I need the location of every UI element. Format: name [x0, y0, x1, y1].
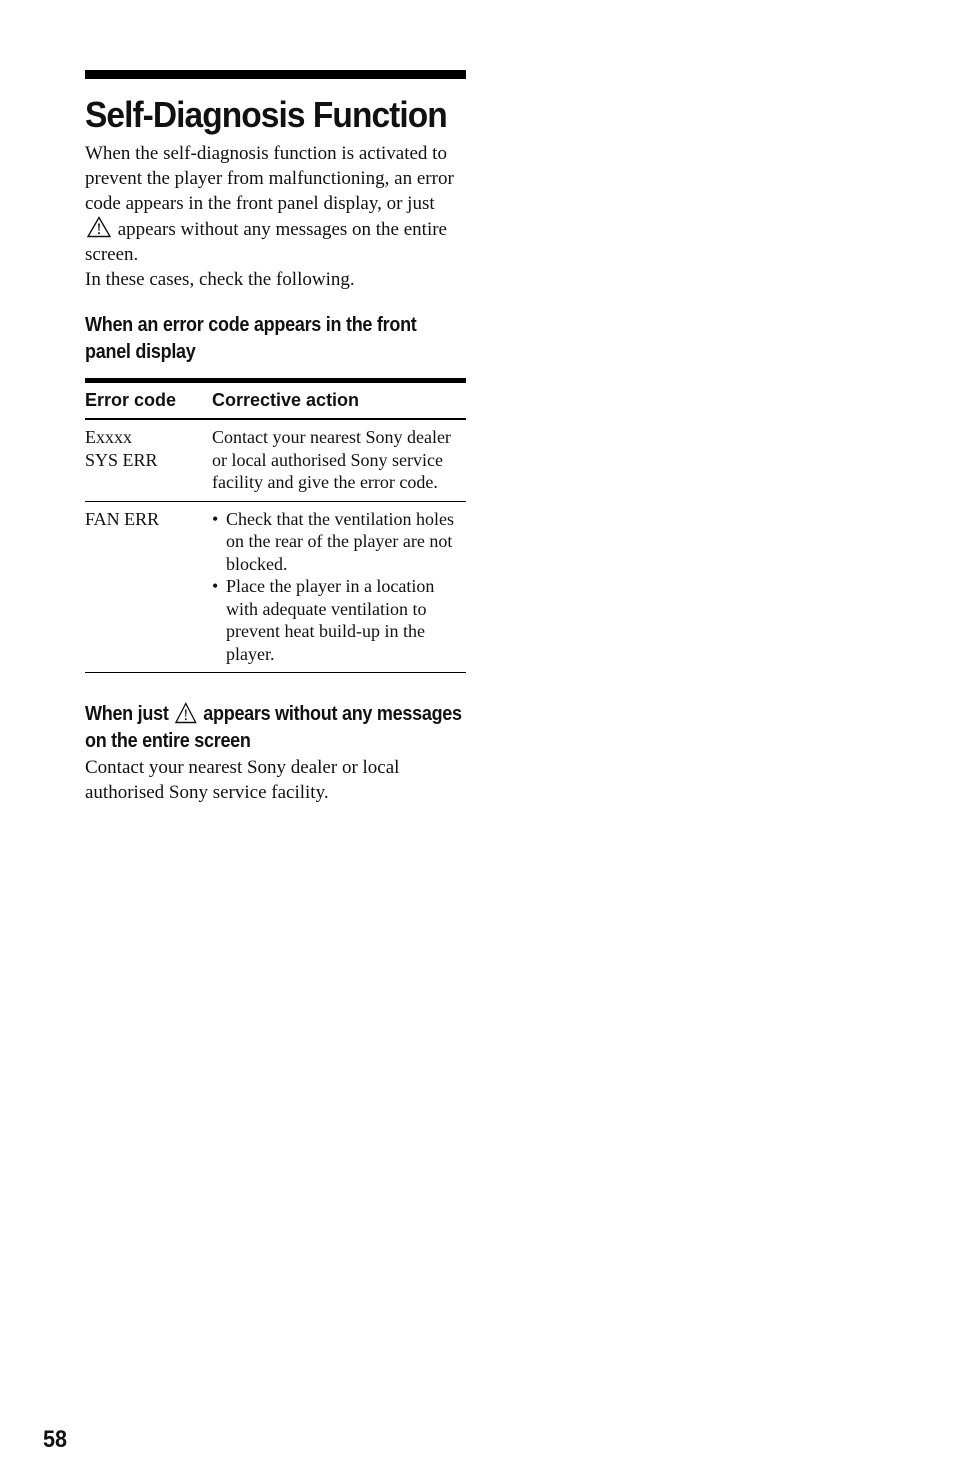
- error-code: SYS ERR: [85, 449, 158, 470]
- error-code-cell: [85, 419, 212, 501]
- page-number: 58: [43, 1426, 68, 1453]
- title-rule: [85, 70, 466, 79]
- list-item: • Check that the ventilation holes on the rear of the player are not blocked.: [212, 508, 466, 576]
- error-code: Exxxx: [85, 427, 132, 447]
- corrective-action-cell: [212, 501, 466, 673]
- section-heading-error-code: When an error code appears in the front panel display: [85, 314, 417, 363]
- section-heading-warning-only: [85, 701, 463, 755]
- table-header-row: [85, 381, 466, 420]
- list-item: • Place the player in a location with adequate ventilation to prevent heat build-up in the player.: [212, 575, 466, 665]
- error-code: FAN ERR: [85, 508, 160, 529]
- closing-paragraph: Contact your nearest Sony dealer or local authorised Sony service facility.: [85, 757, 400, 803]
- intro-instruction: In these cases, check the following.: [85, 269, 355, 290]
- heading-part1: When just: [85, 703, 169, 725]
- intro-text-part1: When the self-diagnosis function is activated to prevent the player from malfunctioning, an error code appears in the front panel display, or just: [85, 143, 454, 214]
- error-code-table: [85, 378, 466, 673]
- intro-paragraph: [85, 141, 466, 267]
- header-corrective-action: Corrective action: [212, 381, 466, 420]
- intro-text-part2: appears without any messages on the entire screen.: [85, 219, 447, 265]
- main-column: [85, 70, 466, 805]
- warning-triangle-icon: [175, 702, 197, 724]
- header-error-code: Error code: [85, 381, 212, 420]
- page-title: Self-Diagnosis Function: [85, 94, 447, 135]
- action-list: [212, 508, 466, 666]
- table-row: [85, 419, 466, 501]
- warning-triangle-icon: [87, 216, 111, 238]
- error-code-cell: [85, 501, 212, 673]
- heading-part2: appears without any messages on the entire screen: [85, 703, 462, 752]
- corrective-action-cell: Contact your nearest Sony dealer or local authorised Sony service facility and give the error code.: [212, 419, 466, 501]
- table-row: [85, 501, 466, 673]
